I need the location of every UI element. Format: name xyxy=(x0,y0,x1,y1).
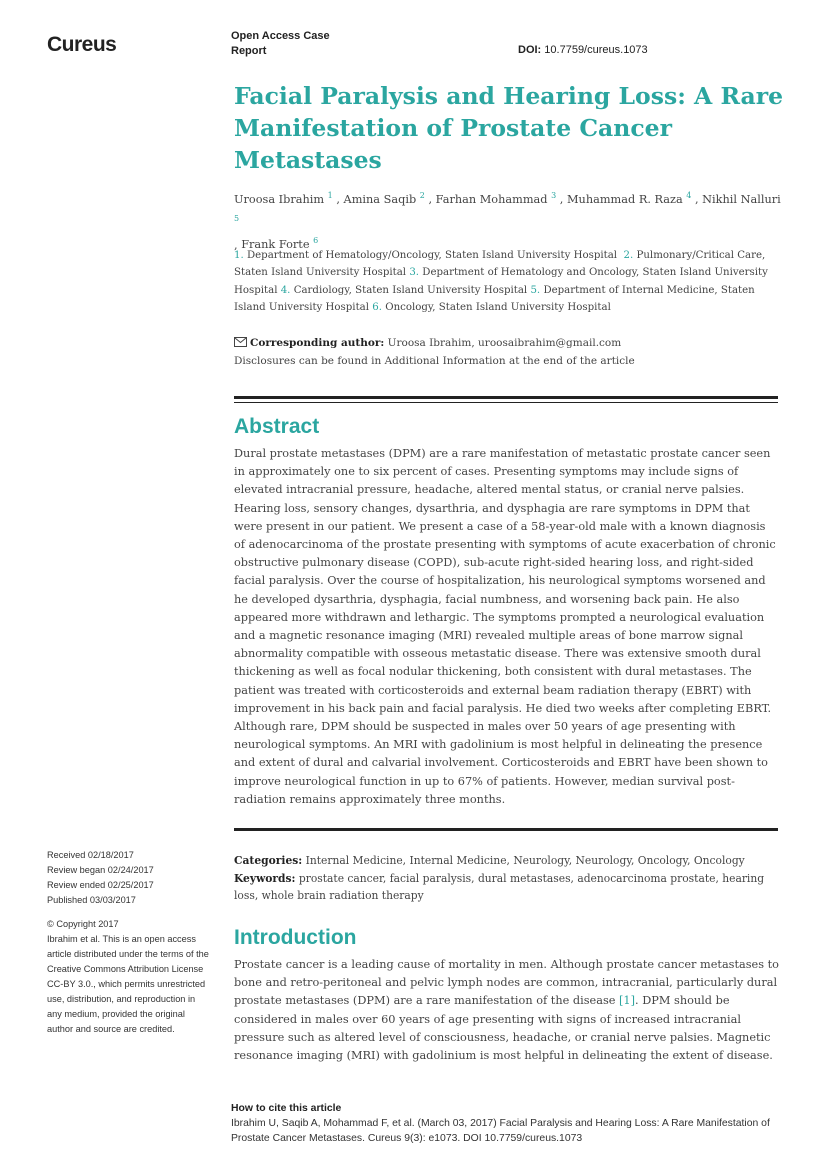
categories-label: Categories: xyxy=(234,854,303,867)
author-list: Uroosa Ibrahim $^1$ , Amina Saqib $^2$ , Farhan Mohammad $^3$ , Muhammad R. Raza $^4$ , Nikhil Nalluri $^5$ , Frank Forte $^6$ xyxy=(234,191,781,252)
divider xyxy=(234,402,778,403)
journal-logo: Cureus xyxy=(47,33,117,56)
date-published: Published 03/03/2017 xyxy=(47,895,136,905)
article-type: Open Access Case Report xyxy=(231,30,330,57)
keywords-label: Keywords: xyxy=(234,871,296,885)
introduction-text: Prostate cancer is a leading cause of mortality in men. Although prostate cancer metastases to bone and retro-peritoneal and pelvic lymph nodes are common, intracranial, particularly dural prostate metastases (DPM) are a rare manifestation of the disease [1]. DPM should be considered in males over 60 years of age presenting with signs of increased intracranial pressure such as altered level of consciousness, headache, or cranial nerve palsies. Magnetic resonance imaging (MRI) with gadolinium is most helpful in delineating the extent of disease. xyxy=(234,958,779,1063)
disclosure-note: Disclosures can be found in Additional Information at the end of the article xyxy=(234,354,635,367)
introduction-heading: Introduction xyxy=(234,926,357,949)
abstract-text: Dural prostate metastases (DPM) are a rare manifestation of metastatic prostate cancer seen in approximately one to six percent of cases. Presenting symptoms may include signs of elevated intracranial pressure, headache, altered mental status, or cranial nerve palsies. Hearing loss, sensory changes, dysarthria, and dysphagia are rare symptoms in DPM that were present in our patient. We present a case of a 58-year-old male with a known diagnosis of adenocarcinoma of the prostate presenting with symptoms of acute exacerbation of chronic obstructive pulmonary disease (COPD), sub-acute right-sided hearing loss, and right-sided facial paralysis. Over the course of hospitalization, his neurological symptoms worsened and he developed dysarthria, dysphagia, facial numbness, and worsening back pain. He also appeared more withdrawn and lethargic. The symptoms prompted a neurological evaluation and a magnetic resonance imaging (MRI) revealed multiple areas of bone marrow signal abnormality compatible with osseous metastatic disease. There was extensive smooth dural thickening as well as focal nodular thickening, both consistent with dural metastases. The patient was treated with corticosteroids and external beam radiation therapy (EBRT) with improvement in his back pain and facial paralysis. He died two weeks after completing EBRT. Although rare, DPM should be suspected in males over 50 years of age presenting with neurological symptoms. An MRI with gadolinium is most helpful in delineating the presence and extent of dural and calvarial involvement. Corticosteroids and EBRT have been shown to improve neurological function in up to 67% of patients. However, median survival post-radiation remains approximately three months. xyxy=(234,447,776,806)
doi-label: DOI: xyxy=(518,44,542,56)
author[interactable]: Frank Forte $^6$ xyxy=(241,236,319,252)
author[interactable]: Nikhil Nalluri $^5$ xyxy=(234,192,781,223)
affiliations: 1. Department of Hematology/Oncology, Staten Island University Hospital 2. Pulmonary/Critical Care, Staten Island University Hospital 3. Department of Hematology and Oncology, Staten Island University Hospital 4. Cardiology, Staten Island University Hospital 5. Department of Internal Medicine, Staten Island University Hospital 6. Oncology, Staten Island University Hospital xyxy=(234,250,768,313)
corresponding-label: Corresponding author: xyxy=(250,337,385,349)
date-received: Received 02/18/2017 xyxy=(47,850,134,860)
citation-block xyxy=(231,1101,791,1146)
corresponding-author[interactable]: Uroosa Ibrahim, uroosaibrahim@gmail.com xyxy=(387,337,622,349)
categories-keywords xyxy=(234,852,780,905)
keywords-value: prostate cancer, facial paralysis, dural metastases, adenocarcinoma prostate, hearing loss, whole brain radiation therapy xyxy=(234,871,765,902)
divider xyxy=(234,396,778,399)
license-text: Ibrahim et al. This is an open access article distributed under the terms of the Creative Commons Attribution License CC-BY 3.0., which permits unrestricted use, distribution, and reproduction in any medium, provided the original author and source are credited. xyxy=(47,934,209,1034)
author[interactable]: Muhammad R. Raza $^4$ xyxy=(566,191,692,206)
abstract-heading: Abstract xyxy=(234,415,320,438)
correspondence xyxy=(234,335,779,370)
article-title: Facial Paralysis and Hearing Loss: A Rare Manifestation of Prostate Cancer Metastases xyxy=(234,82,784,174)
citation-text: Ibrahim U, Saqib A, Mohammad F, et al. (March 03, 2017) Facial Paralysis and Hearing Loss: A Rare Manifestation of Prostate Cancer Metastases. Cureus 9(3): e1073. DOI 10.7759/cureus.1073 xyxy=(231,1118,770,1144)
publication-dates xyxy=(47,848,212,908)
date-review-ended: Review ended 02/25/2017 xyxy=(47,880,154,890)
copyright-block xyxy=(47,917,212,1037)
copyright: © Copyright 2017 xyxy=(47,919,119,929)
reference-link[interactable]: [1] xyxy=(619,994,636,1008)
categories-value: Internal Medicine, Internal Medicine, Neurology, Neurology, Oncology, Oncology xyxy=(305,854,745,867)
author[interactable]: Farhan Mohammad $^3$ xyxy=(435,191,557,206)
envelope-icon xyxy=(234,337,247,347)
doi xyxy=(518,44,648,56)
citation-heading: How to cite this article xyxy=(231,1103,342,1114)
author[interactable]: Uroosa Ibrahim $^1$ xyxy=(234,191,333,206)
author[interactable]: Amina Saqib $^2$ xyxy=(343,191,425,206)
doi-value[interactable]: 10.7759/cureus.1073 xyxy=(544,44,648,56)
date-review-began: Review began 02/24/2017 xyxy=(47,865,154,875)
divider xyxy=(234,828,778,831)
